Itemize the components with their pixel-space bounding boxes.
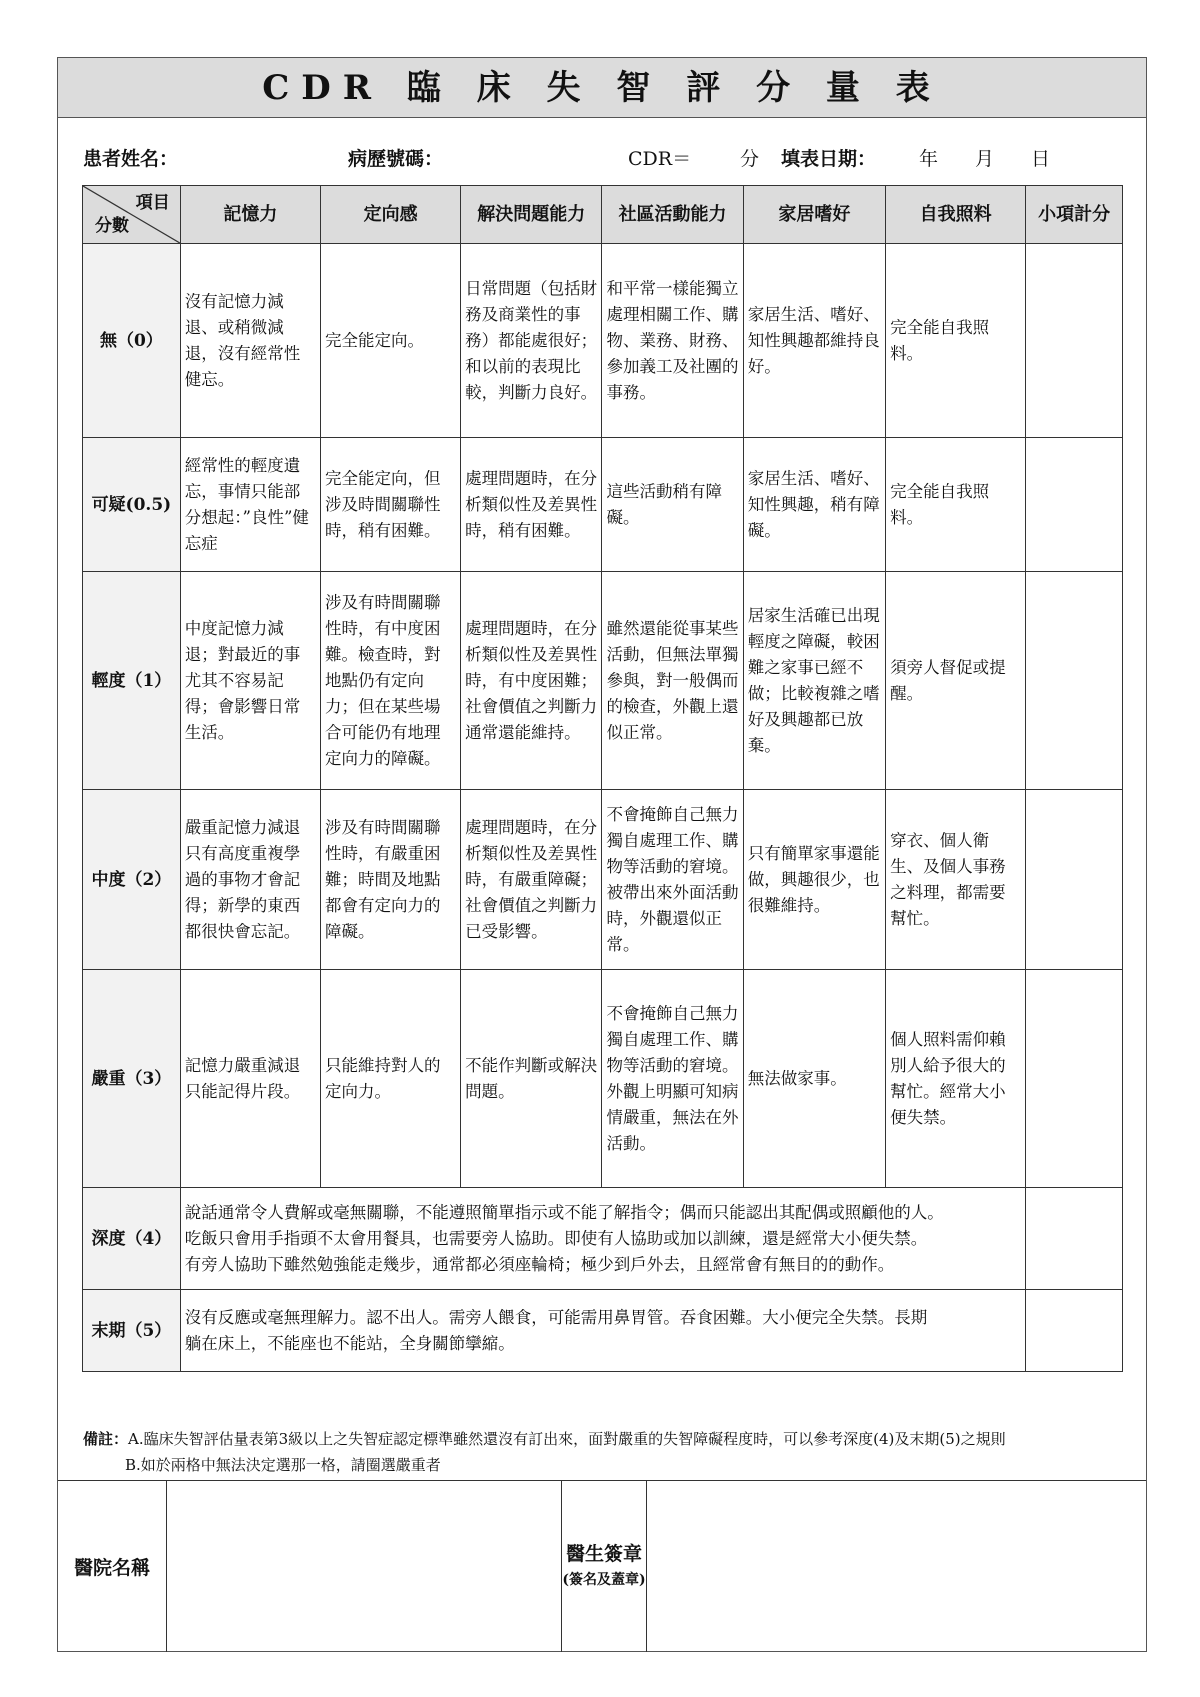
subtotal-cell[interactable] <box>1026 970 1123 1188</box>
table-cell: 無法做家事。 <box>743 970 885 1188</box>
terminal-line: 躺在床上，不能座也不能站，全身關節攣縮。 <box>184 1333 515 1353</box>
note-b: B.如於兩格中無法決定選那一格，請圈選嚴重者 <box>125 1456 441 1474</box>
table-cell: 不能作判斷或解決問題。 <box>461 970 602 1188</box>
table-row-deep <box>83 1188 1123 1290</box>
deep-line: 吃飯只會用手指頭不太會用餐具，也需要旁人協助。即使有人協助或加以訓練，還是經常大小便失禁。 <box>184 1228 928 1248</box>
table-cell: 須旁人督促或提醒。 <box>886 572 1026 790</box>
header-personal-care: 自我照料 <box>886 186 1026 244</box>
deep-line: 說話通常令人費解或毫無關聯，不能遵照簡單指示或不能了解指令；偶而只能認出其配偶或照顧他的人。 <box>184 1202 944 1222</box>
table-cell: 中度記憶力減退；對最近的事尤其不容易記得；會影響日常生活。 <box>180 572 320 790</box>
subtotal-cell[interactable] <box>1026 1290 1123 1372</box>
signature-footer <box>58 1480 1146 1652</box>
cdr-table <box>82 185 1123 1372</box>
deep-description <box>180 1188 1025 1290</box>
score-unit: 分 <box>740 148 760 170</box>
level-label: 末期（5） <box>83 1290 181 1372</box>
subtotal-cell[interactable] <box>1026 1188 1123 1290</box>
table-cell: 完全能自我照料。 <box>886 244 1026 438</box>
header-home-hobbies: 家居嗜好 <box>743 186 885 244</box>
terminal-description <box>180 1290 1025 1372</box>
cdr-form-page <box>57 57 1147 1652</box>
subtotal-cell[interactable] <box>1026 790 1123 970</box>
table-row <box>83 790 1123 970</box>
table-cell: 個人照料需仰賴別人給予很大的幫忙。經常大小便失禁。 <box>886 970 1026 1188</box>
hospital-name-label: 醫院名稱 <box>58 1480 166 1652</box>
table-cell: 日常問題（包括財務及商業性的事務）都能處很好；和以前的表現比較，判斷力良好。 <box>461 244 602 438</box>
date-label: 填表日期： <box>781 148 877 170</box>
table-row <box>83 572 1123 790</box>
subtotal-cell[interactable] <box>1026 572 1123 790</box>
table-cell: 這些活動稍有障礙。 <box>602 438 743 572</box>
corner-bottom-label: 分數 <box>95 216 129 236</box>
level-label: 嚴重（3） <box>83 970 181 1188</box>
table-row <box>83 244 1123 438</box>
table-cell: 完全能自我照料。 <box>886 438 1026 572</box>
level-label: 無（0） <box>83 244 181 438</box>
doctor-signature-field[interactable] <box>647 1480 1146 1652</box>
table-cell: 只有簡單家事還能做，興趣很少，也很難維持。 <box>743 790 885 970</box>
level-label: 可疑(0.5) <box>83 438 181 572</box>
table-cell: 和平常一樣能獨立處理相關工作、購物、業務、財務、參加義工及社團的事務。 <box>602 244 743 438</box>
corner-header <box>83 186 181 244</box>
table-cell: 嚴重記憶力減退只有高度重複學過的事物才會記得；新學的東西都很快會忘記。 <box>180 790 320 970</box>
subtotal-cell[interactable] <box>1026 244 1123 438</box>
hospital-name-field[interactable] <box>166 1480 561 1652</box>
table-cell: 記憶力嚴重減退只能記得片段。 <box>180 970 320 1188</box>
header-problem-solving: 解決問題能力 <box>461 186 602 244</box>
notes-label: 備註： <box>83 1430 129 1448</box>
subtotal-cell[interactable] <box>1026 438 1123 572</box>
table-row <box>83 438 1123 572</box>
terminal-line: 沒有反應或毫無理解力。認不出人。需旁人餵食，可能需用鼻胃管。吞食困難。大小便完全失禁。長期 <box>184 1307 928 1327</box>
table-row <box>83 970 1123 1188</box>
table-cell: 沒有記憶力減退、或稍微減退，沒有經常性健忘。 <box>180 244 320 438</box>
table-cell: 居家生活確已出現輕度之障礙，較困難之家事已經不做；比較複雜之嗜好及興趣都已放棄。 <box>743 572 885 790</box>
header-orientation: 定向感 <box>320 186 460 244</box>
level-label: 深度（4） <box>83 1188 181 1290</box>
table-cell: 不會掩飾自己無力獨自處理工作、購物等活動的窘境。外觀上明顯可知病情嚴重，無法在外活動。 <box>602 970 743 1188</box>
table-cell: 不會掩飾自己無力獨自處理工作、購物等活動的窘境。被帶出來外面活動時，外觀還似正常。 <box>602 790 743 970</box>
table-cell: 處理問題時，在分析類似性及差異性時，稍有困難。 <box>461 438 602 572</box>
header-memory: 記憶力 <box>180 186 320 244</box>
table-cell: 雖然還能從事某些活動，但無法單獨參與，對一般偶而的檢查，外觀上還似正常。 <box>602 572 743 790</box>
deep-line: 有旁人協助下雖然勉強能走幾步，通常都必須座輪椅；極少到戶外去，且經常會有無目的的動作。 <box>184 1254 895 1274</box>
doctor-signature-label: 醫生簽章 (簽名及蓋章) <box>561 1480 647 1652</box>
corner-top-label: 項目 <box>135 193 170 213</box>
level-label: 輕度（1） <box>83 572 181 790</box>
patient-info-row <box>83 144 1133 174</box>
table-cell: 經常性的輕度遺忘，事情只能部分想起：”良性”健忘症 <box>180 438 320 572</box>
table-row-terminal <box>83 1290 1123 1372</box>
table-cell: 處理問題時，在分析類似性及差異性時，有嚴重障礙；社會價值之判斷力已受影響。 <box>461 790 602 970</box>
table-cell: 穿衣、個人衛生、及個人事務之料理，都需要幫忙。 <box>886 790 1026 970</box>
table-cell: 涉及有時間關聯性時，有中度困難。檢查時，對地點仍有定向力；但在某些場合可能仍有地理定向力的障礙。 <box>320 572 460 790</box>
day-label: 日 <box>1031 148 1051 170</box>
note-a: 備註：A.臨床失智評估量表第3級以上之失智症認定標準雖然還沒有訂出來，面對嚴重的失智障礙程度時，可以參考深度(4)及末期(5)之規則 <box>83 1430 1006 1448</box>
header-row <box>83 186 1123 244</box>
record-no-label: 病歷號碼： <box>348 148 444 170</box>
table-cell: 完全能定向。 <box>320 244 460 438</box>
table-cell: 處理問題時，在分析類似性及差異性時，有中度困難；社會價值之判斷力通常還能維持。 <box>461 572 602 790</box>
table-cell: 涉及有時間關聯性時，有嚴重困難；時間及地點都會有定向力的障礙。 <box>320 790 460 970</box>
header-community: 社區活動能力 <box>602 186 743 244</box>
notes <box>83 1426 1143 1478</box>
cdr-label: CDR＝ <box>628 148 692 170</box>
table-cell: 只能維持對人的定向力。 <box>320 970 460 1188</box>
level-label: 中度（2） <box>83 790 181 970</box>
year-label: 年 <box>919 148 939 170</box>
table-cell: 完全能定向，但涉及時間關聯性時，稍有困難。 <box>320 438 460 572</box>
month-label: 月 <box>975 148 995 170</box>
header-subtotal: 小項計分 <box>1026 186 1123 244</box>
table-cell: 家居生活、嗜好、知性興趣都維持良好。 <box>743 244 885 438</box>
patient-name-label: 患者姓名： <box>83 148 179 170</box>
table-cell: 家居生活、嗜好、知性興趣，稍有障礙。 <box>743 438 885 572</box>
form-title: CDR 臨 床 失 智 評 分 量 表 <box>58 58 1146 118</box>
